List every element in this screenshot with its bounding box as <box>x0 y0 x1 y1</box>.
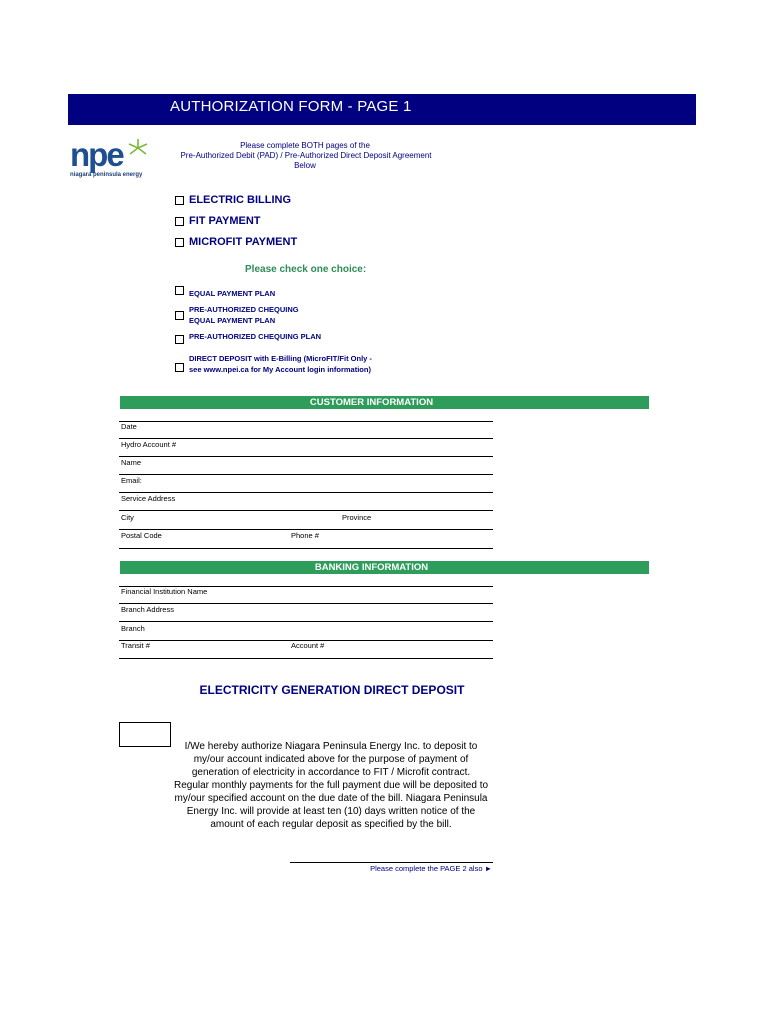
pac-equal-payment-label-2: EQUAL PAYMENT PLAN <box>189 316 276 325</box>
fit-payment-checkbox[interactable] <box>175 217 184 226</box>
pac-plan-checkbox[interactable] <box>175 335 184 344</box>
authorization-text <box>168 740 494 831</box>
banking-info-header <box>120 561 649 574</box>
branch-address-label: Branch Address <box>121 605 174 614</box>
financial-institution-field[interactable] <box>119 603 493 604</box>
financial-institution-label: Financial Institution Name <box>121 587 208 596</box>
divider <box>119 586 493 587</box>
electric-billing-checkbox[interactable] <box>175 196 184 205</box>
pac-equal-payment-label-1: PRE-AUTHORIZED CHEQUING <box>189 305 299 314</box>
divider <box>119 421 493 422</box>
authorization-line: my/our specified account on the due date of the bill. Niagara Peninsula <box>174 793 488 804</box>
signature-line[interactable] <box>290 862 493 863</box>
postal-phone-field[interactable] <box>119 548 493 549</box>
province-label: Province <box>342 513 372 522</box>
equal-payment-plan-label: EQUAL PAYMENT PLAN <box>189 289 276 298</box>
account-label: Account # <box>291 641 325 650</box>
transit-label: Transit # <box>121 641 150 650</box>
pac-plan-label: PRE-AUTHORIZED CHEQUING PLAN <box>189 332 322 341</box>
date-label: Date <box>121 422 137 431</box>
microfit-payment-label: MICROFIT PAYMENT <box>189 236 298 248</box>
logo-tagline: niagara peninsula energy <box>70 172 143 178</box>
equal-payment-plan-checkbox[interactable] <box>175 286 184 295</box>
name-field[interactable] <box>119 474 493 475</box>
authorization-initial-box[interactable] <box>119 722 171 747</box>
postal-code-label: Postal Code <box>121 531 162 540</box>
name-label: Name <box>121 458 142 467</box>
instruction-line-1: Please complete BOTH pages of the <box>240 141 370 150</box>
page-title: AUTHORIZATION FORM - PAGE 1 <box>170 98 412 115</box>
authorization-line: Regular monthly payments for the full payment due will be deposited to <box>173 780 489 791</box>
microfit-payment-checkbox[interactable] <box>175 238 184 247</box>
choice-prompt: Please check one choice: <box>245 264 367 275</box>
email-field[interactable] <box>119 492 493 493</box>
city-province-field[interactable] <box>119 529 493 530</box>
logo-mark: npe <box>70 136 123 173</box>
customer-info-header <box>120 396 649 409</box>
authorization-line: I/We hereby authorize Niagara Peninsula Energy Inc. to deposit to <box>184 741 478 752</box>
service-address-label: Service Address <box>121 494 176 503</box>
branch-address-field[interactable] <box>119 621 493 622</box>
direct-deposit-label-1: DIRECT DEPOSIT with E-Billing (MicroFIT/Fit Only - <box>189 354 372 363</box>
page-2-note: Please complete the PAGE 2 also ► <box>370 864 492 873</box>
direct-deposit-checkbox[interactable] <box>175 363 184 372</box>
authorization-line: amount of each regular deposit as specified by the bill. <box>210 819 452 830</box>
date-field[interactable] <box>119 438 493 439</box>
electric-billing-label: ELECTRIC BILLING <box>189 194 292 206</box>
hydro-account-label: Hydro Account # <box>121 440 177 449</box>
direct-deposit-title: ELECTRICITY GENERATION DIRECT DEPOSIT <box>199 683 465 697</box>
city-label: City <box>121 513 134 522</box>
hydro-account-field[interactable] <box>119 456 493 457</box>
instruction-line-3: Below <box>294 161 316 170</box>
direct-deposit-label-2: see www.npei.ca for My Account login information) <box>189 365 371 374</box>
authorization-line: Energy Inc. will provide at least ten (10) days written notice of the <box>186 806 476 817</box>
email-label: Email: <box>121 476 142 485</box>
banking-info-title: BANKING INFORMATION <box>314 562 429 573</box>
customer-info-title: CUSTOMER INFORMATION <box>309 397 434 408</box>
phone-label: Phone # <box>291 531 319 540</box>
fit-payment-label: FIT PAYMENT <box>189 215 261 227</box>
instruction-line-2: Pre-Authorized Debit (PAD) / Pre-Authorized Direct Deposit Agreement <box>180 151 432 160</box>
authorization-line: generation of electricity in accordance to FIT / Microfit contract. <box>191 767 471 778</box>
authorization-line: my/our account indicated above for the purpose of payment of <box>193 754 469 765</box>
pac-equal-payment-checkbox[interactable] <box>175 311 184 320</box>
transit-account-field[interactable] <box>119 658 493 659</box>
service-address-field[interactable] <box>119 510 493 511</box>
branch-label: Branch <box>121 624 145 633</box>
